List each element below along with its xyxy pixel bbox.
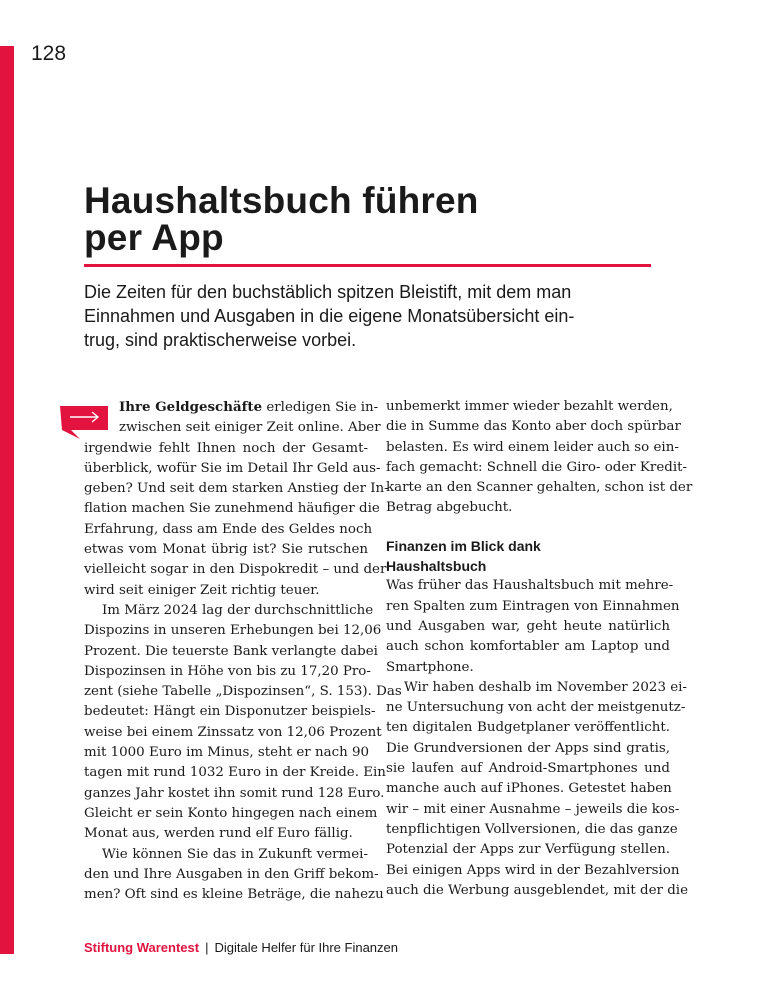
text-line: ganzes Jahr kostet ihn somit rund 128 Euro.: [84, 785, 385, 801]
text-line: Betrag abgebucht.: [386, 500, 513, 516]
text-line: zent (siehe Tabelle „Dispozinsen“, S. 153). Das: [84, 684, 402, 700]
text-line: mit 1000 Euro im Minus, steht er nach 90: [84, 745, 369, 761]
text-line: und Ausgaben war, geht heute natürlich: [386, 618, 670, 634]
subheading-line: Haushaltsbuch: [386, 558, 487, 575]
lead-line: Einnahmen und Ausgaben in die eigene Monatsübersicht ein-: [84, 306, 575, 326]
text-line: Wie können Sie das in Zukunft vermei-: [102, 846, 368, 862]
text-line: ten digitalen Budgetplaner veröffentlicht.: [386, 720, 670, 736]
page-edge-accent-bar: [0, 46, 14, 954]
text-line: belasten. Es wird einem leider auch so ein-: [386, 439, 679, 455]
text-line: tagen mit rund 1032 Euro in der Kreide. Ein: [84, 765, 386, 781]
text-line: men? Oft sind es kleine Beträge, die nahezu: [84, 887, 384, 903]
text-line: Wir haben deshalb im November 2023 ei-: [404, 679, 687, 695]
text-line: vielleicht sogar in den Dispokredit – und der: [84, 562, 387, 578]
text-line: weise bei einem Zinssatz von 12,06 Prozent: [84, 724, 382, 740]
text-line: wir – mit einer Ausnahme – jeweils die kos-: [386, 801, 680, 817]
lead-line: trug, sind praktischerweise vorbei.: [84, 330, 357, 350]
text-line: geben? Und seit dem starken Anstieg der In-: [84, 481, 389, 497]
lead-line: Die Zeiten für den buchstäblich spitzen Bleistift, mit dem man: [84, 282, 572, 302]
text-line: wird seit einiger Zeit richtig teuer.: [84, 582, 320, 598]
text-line: Erfahrung, dass am Ende des Geldes noch: [84, 521, 373, 537]
text-line: Smartphone.: [386, 659, 474, 675]
text-line: Dispozins in unseren Erhebungen bei 12,06: [84, 623, 382, 639]
page-number: 128: [31, 42, 67, 65]
text-line: [84, 397, 379, 418]
footer-book-title: Digitale Helfer für Ihre Finanzen: [214, 940, 398, 955]
text-line: die in Summe das Konto aber doch spürbar: [386, 419, 681, 435]
text-line: Bei einigen Apps wird in der Bezahlversion: [386, 862, 680, 878]
subheading-line: Finanzen im Blick dank: [386, 537, 541, 554]
text-line: sie laufen auf Android-Smartphones und: [386, 761, 670, 777]
text-line: flation machen Sie zunehmend häufiger die: [84, 501, 380, 517]
text-line: unbemerkt immer wieder bezahlt werden,: [386, 399, 673, 414]
title-line: per App: [84, 217, 224, 258]
text-line: den und Ihre Ausgaben in den Griff bekom-: [84, 866, 379, 882]
text-line: ren Spalten zum Eintragen von Einnahmen: [386, 598, 680, 614]
text-line: überblick, wofür Sie im Detail Ihr Geld aus-: [84, 460, 381, 476]
text-line: auch die Werbung ausgeblendet, mit der die: [386, 882, 688, 898]
page-footer: [84, 940, 398, 955]
text-line: Was früher das Haushaltsbuch mit mehre-: [386, 578, 674, 594]
article-title: [84, 182, 664, 256]
intro-bold-phrase: Ihre Geldgeschäfte: [119, 399, 263, 415]
text-line: ne Untersuchung von acht der meistgenutz-: [386, 700, 686, 716]
text-line: zwischen seit einiger Zeit online. Aber: [119, 420, 381, 436]
text-column-right: [386, 397, 693, 901]
lead-paragraph: [84, 280, 664, 352]
title-underline-rule: [84, 264, 651, 267]
text-line: Gleicht er sein Konto hingegen nach einem: [84, 805, 378, 821]
text-line: Prozent. Die teuerste Bank verlangte dabei: [84, 643, 378, 659]
text-line-rest: erledigen Sie in-: [262, 400, 379, 415]
text-line: Dispozinsen in Höhe von bis zu 17,20 Pro-: [84, 663, 371, 679]
text-line: Monat aus, werden rund elf Euro fällig.: [84, 826, 353, 842]
text-line: karte an den Scanner gehalten, schon ist der: [386, 480, 693, 496]
text-line: manche auch auf iPhones. Getestet haben: [386, 781, 672, 797]
text-line: Die Grundversionen der Apps sind gratis,: [386, 740, 670, 756]
text-line: Im März 2024 lag der durchschnittliche: [102, 602, 374, 618]
text-line: irgendwie fehlt Ihnen noch der Gesamt-: [84, 440, 368, 456]
text-line: fach gemacht: Schnell die Giro- oder Kredit-: [386, 459, 688, 475]
text-line: Potenzial der Apps zur Verfügung stellen.: [386, 842, 670, 858]
text-line: tenpflichtigen Vollversionen, die das ganze: [386, 821, 678, 837]
text-line: etwas vom Monat übrig ist? Sie rutschen: [84, 542, 368, 558]
text-column-left: [84, 397, 402, 905]
text-line: auch schon komfortabler am Laptop und: [386, 639, 670, 655]
section-subheading: [386, 536, 670, 577]
title-line: Haushaltsbuch führen: [84, 180, 479, 221]
footer-separator: |: [205, 940, 209, 955]
text-line: bedeutet: Hängt ein Disponutzer beispiels-: [84, 704, 376, 720]
footer-brand: Stiftung Warentest: [84, 940, 200, 955]
